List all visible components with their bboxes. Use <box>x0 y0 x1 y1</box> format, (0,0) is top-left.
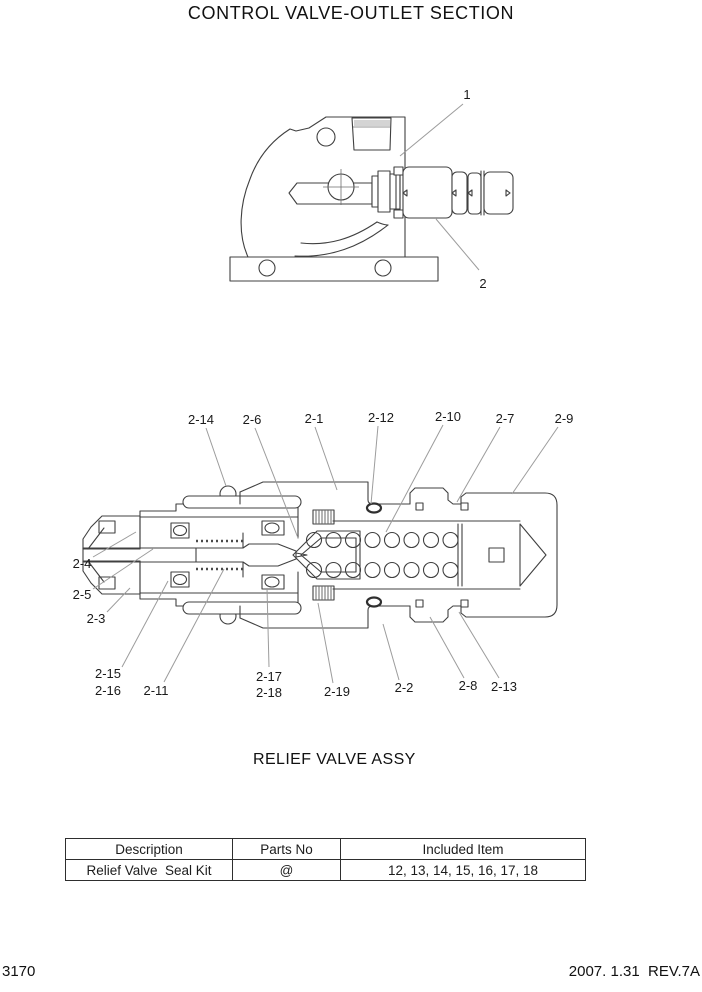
cross-section-half <box>83 482 557 555</box>
callout-label-2: 2 <box>479 276 487 291</box>
seal-kit-table <box>65 838 586 881</box>
page-number: 3170 <box>2 963 36 980</box>
callout-label-2-12: 2-12 <box>367 410 395 425</box>
cell-parts-no: @ <box>233 860 341 881</box>
callout-label-2-3: 2-3 <box>86 611 106 626</box>
header-included-item: Included Item <box>341 839 586 860</box>
relief-valve-cross-section <box>73 409 574 700</box>
leader-1 <box>400 104 463 156</box>
table-header-row <box>66 839 586 860</box>
main-spring <box>307 533 459 548</box>
revision-date: 2007. 1.31 REV.7A <box>568 963 700 980</box>
callout-label-2-2: 2-2 <box>394 680 414 695</box>
callout-label-2-1: 2-1 <box>304 411 324 426</box>
relief-valve-assy-caption: RELIEF VALVE ASSY <box>253 751 416 768</box>
callout-label-2-10: 2-10 <box>434 409 462 424</box>
callout-label-2-17: 2-17 <box>255 669 283 684</box>
callout-label-2-13: 2-13 <box>490 679 518 694</box>
cell-included-item: 12, 13, 14, 15, 16, 17, 18 <box>341 860 586 881</box>
table-row <box>66 860 586 881</box>
callout-label-1: 1 <box>463 87 471 102</box>
leader-2 <box>436 219 479 270</box>
callout-label-2-5: 2-5 <box>72 587 92 602</box>
header-description: Description <box>66 839 233 860</box>
callout-label-2-15: 2-15 <box>94 666 122 681</box>
callout-label-2-4: 2-4 <box>72 556 92 571</box>
outlet-body-drawing <box>230 87 513 291</box>
callout-label-2-19: 2-19 <box>323 684 351 699</box>
callout-label-2-8: 2-8 <box>458 678 478 693</box>
callout-label-2-16: 2-16 <box>94 683 122 698</box>
page-title: CONTROL VALVE-OUTLET SECTION <box>187 3 515 23</box>
relief-valve-cartridge <box>403 167 513 218</box>
cell-description: Relief Valve Seal Kit <box>66 860 233 881</box>
leader-lines <box>93 425 558 683</box>
callout-label-2-9: 2-9 <box>554 411 574 426</box>
callout-label-2-11: 2-11 <box>143 683 169 698</box>
header-parts-no: Parts No <box>233 839 341 860</box>
callout-label-2-14: 2-14 <box>187 412 215 427</box>
callout-label-2-7: 2-7 <box>495 411 515 426</box>
callout-label-2-6: 2-6 <box>242 412 262 427</box>
flange <box>230 257 438 281</box>
callout-label-2-18: 2-18 <box>255 685 283 700</box>
